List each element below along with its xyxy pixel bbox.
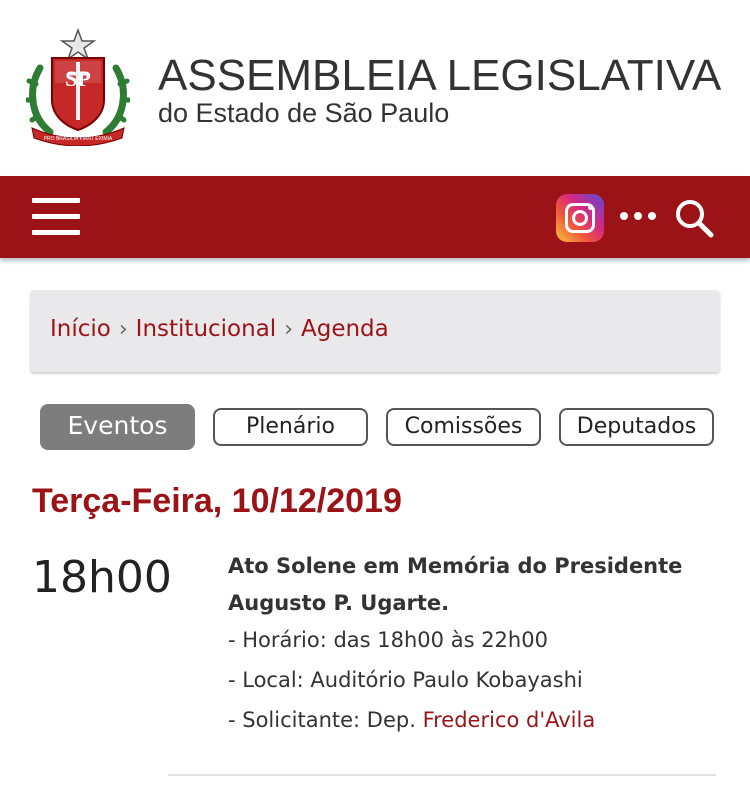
tab-deputados[interactable]: Deputados <box>559 408 714 446</box>
breadcrumb <box>30 290 720 372</box>
divider <box>168 774 716 776</box>
sp-coat-of-arms-icon[interactable] <box>26 28 130 146</box>
event-requester-prefix: - Solicitante: Dep. <box>228 708 423 732</box>
breadcrumb-separator: › <box>118 317 128 342</box>
tab-eventos[interactable]: Eventos <box>40 404 195 450</box>
breadcrumb-institucional[interactable]: Institucional <box>135 316 277 342</box>
site-header <box>0 0 750 176</box>
event-requester <box>228 708 595 732</box>
site-subtitle: do Estado de São Paulo <box>158 98 450 128</box>
tab-comissoes[interactable]: Comissões <box>386 408 541 446</box>
main-navbar <box>0 176 750 258</box>
logo-motto: PRO BRASILIA FIANT EXIMIA <box>43 136 113 142</box>
event-schedule: - Horário: das 18h00 às 22h00 <box>228 628 548 652</box>
event-time: 18h00 <box>32 552 172 603</box>
hamburger-menu-icon[interactable] <box>32 198 80 236</box>
event-title: Ato Solene em Memória do Presidente Augusto P. Ugarte. <box>228 554 683 615</box>
logo-text: SP <box>65 66 91 91</box>
site-title: ASSEMBLEIA LEGISLATIVA <box>158 51 722 100</box>
instagram-icon[interactable] <box>556 194 604 242</box>
event-location: - Local: Auditório Paulo Kobayashi <box>228 668 583 692</box>
breadcrumb-agenda[interactable]: Agenda <box>301 316 389 342</box>
deputy-link[interactable]: Frederico d'Avila <box>422 708 596 732</box>
tab-plenario[interactable]: Plenário <box>213 408 368 446</box>
breadcrumb-separator: › <box>284 317 293 342</box>
search-icon[interactable] <box>674 198 714 238</box>
more-dots-icon[interactable] <box>620 212 656 222</box>
breadcrumb-inicio[interactable]: Início <box>50 316 111 342</box>
agenda-date: Terça-Feira, 10/12/2019 <box>32 482 402 520</box>
